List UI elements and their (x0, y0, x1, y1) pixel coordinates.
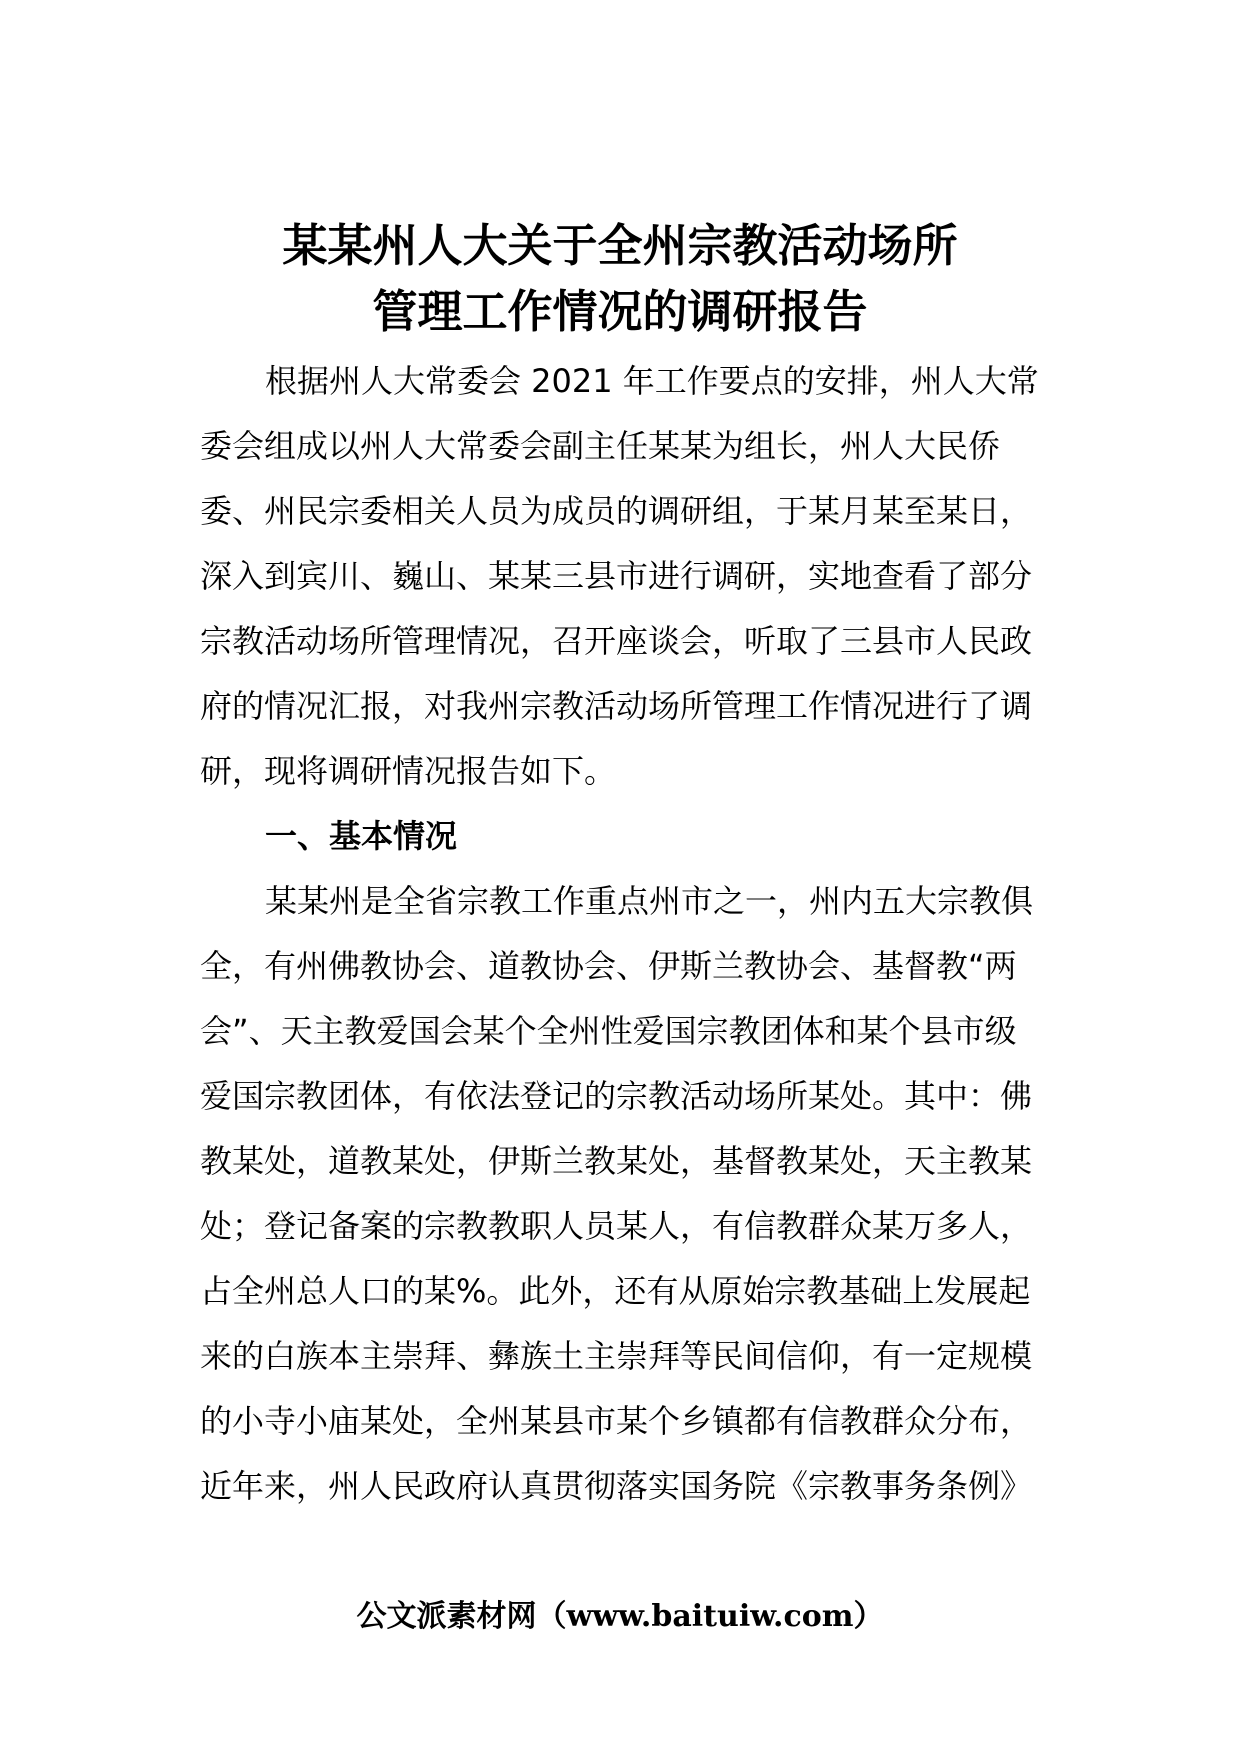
paragraph-line: 的小寺小庙某处，全州某县市某个乡镇都有信教群众分布， (200, 1402, 1033, 1440)
paragraph-line: 研，现将调研情况报告如下。 (200, 752, 617, 790)
document-title-line-2: 管理工作情况的调研报告 (372, 285, 868, 338)
paragraph-line: 某某州是全省宗教工作重点州市之一，州内五大宗教俱 (265, 882, 1034, 920)
paragraph-line: 处；登记备案的宗教教职人员某人，有信教群众某万多人， (200, 1207, 1033, 1245)
paragraph-line: 委、州民宗委相关人员为成员的调研组，于某月某至某日， (200, 492, 1033, 530)
footer-watermark-text: 公文派素材网（www.baituiw.com） (356, 1599, 884, 1634)
paragraph-line: 爱国宗教团体，有依法登记的宗教活动场所某处。其中：佛 (200, 1077, 1033, 1115)
paragraph-line: 教某处，道教某处，伊斯兰教某处，基督教某处，天主教某 (200, 1142, 1033, 1180)
paragraph-line: 委会组成以州人大常委会副主任某某为组长，州人大民侨 (200, 427, 1001, 465)
section-heading-basic-situation: 一、基本情况 (265, 817, 458, 855)
paragraph-line: 来的白族本主崇拜、彝族土主崇拜等民间信仰，有一定规模 (200, 1337, 1033, 1375)
paragraph-line: 会”、天主教爱国会某个全州性爱国宗教团体和某个县市级 (200, 1012, 1017, 1050)
paragraph-line: 近年来，州人民政府认真贯彻落实国务院《宗教事务条例》 (200, 1467, 1033, 1505)
paragraph-line: 全，有州佛教协会、道教协会、伊斯兰教协会、基督教“两 (200, 947, 1017, 985)
document-title-line-1: 某某州人大关于全州宗教活动场所 (282, 219, 958, 272)
paragraph-intro (200, 349, 1060, 804)
paragraph-line: 深入到宾川、巍山、某某三县市进行调研，实地查看了部分 (200, 557, 1033, 595)
paragraph-basic-situation (200, 869, 1060, 1519)
paragraph-line: 占全州总人口的某%。此外，还有从原始宗教基础上发展起 (200, 1272, 1031, 1310)
paragraph-line: 宗教活动场所管理情况，召开座谈会，听取了三县市人民政 (200, 622, 1033, 660)
paragraph-line: 府的情况汇报，对我州宗教活动场所管理工作情况进行了调 (200, 687, 1033, 725)
paragraph-line: 根据州人大常委会 2021 年工作要点的安排，州人大常 (265, 362, 1039, 400)
